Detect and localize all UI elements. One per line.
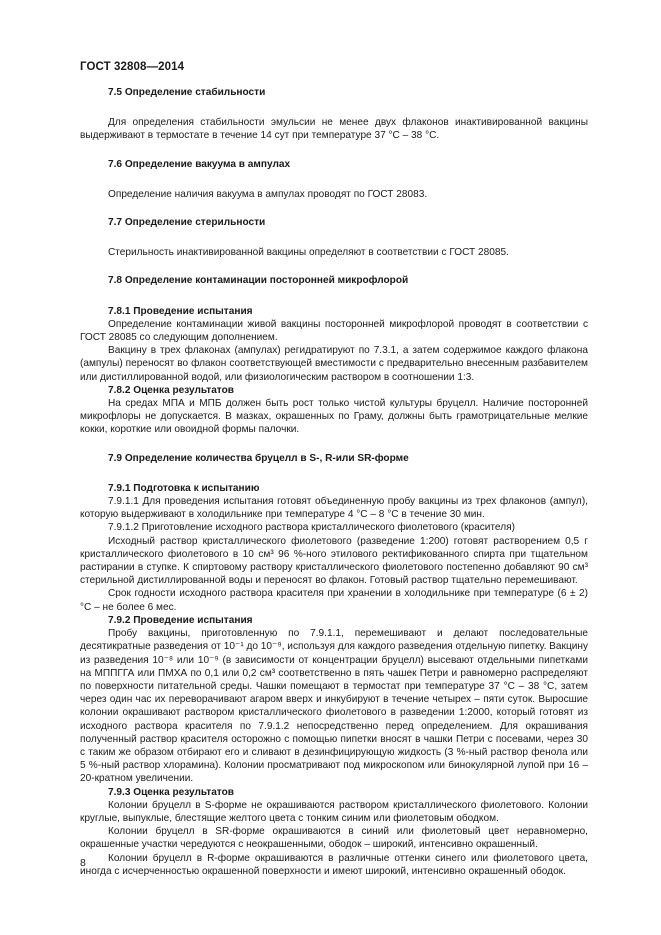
standard-header: ГОСТ 32808—2014	[80, 61, 185, 73]
sr-form-result-text: Колонии бруцелл в SR-форме окрашиваются в синий или фиолетовый цвет неравномерно, окрашенные участки чередуются с неокрашенными, ободок – широкий, интенсивно окрашенный.	[80, 826, 588, 851]
section-7-9-title: 7.9 Определение количества бруцелл в S-, R-или SR-форме	[108, 452, 409, 464]
section-7-9-2-title: 7.9.2 Проведение испытания	[108, 614, 253, 626]
page-number: 8	[80, 857, 86, 869]
section-7-5-text: Для определения стабильности эмульсии не менее двух флаконов инактивированной вакцины выдерживают в термостате в течение 14 сут при температуре 37 °С – 38 °С.	[80, 117, 588, 142]
section-7-6-title: 7.6 Определение вакуума в ампулах	[108, 158, 291, 170]
r-form-result-text: Колонии бруцелл в R-форме окрашиваются в различные оттенки синего или фиолетового цвета, иногда с исчерченностью окрашенной поверхности и имеют широкий, интенсивно окрашенный ободок.	[80, 852, 588, 877]
section-7-8-2-text: На средах МПА и МПБ должен быть рост только чистой культуры бруцелл. Наличие посторонней микрофлоры не допускается. В мазках, окрашенных по Граму, должны быть грамотрицательные мелкие кокки, короткие или овоидной формы палочки.	[80, 398, 588, 436]
section-7-7-title: 7.7 Определение стерильности	[108, 217, 266, 229]
document-body	[80, 86, 588, 878]
section-7-8-title: 7.8 Определение контаминации посторонней микрофлорой	[108, 275, 409, 287]
dye-shelf-life-text: Срок годности исходного раствора красителя при хранении в холодильнике при температуре (6 ± 2) °С – не более 6 мес.	[80, 588, 588, 613]
section-7-9-2-text: Пробу вакцины, приготовленную по 7.9.1.1, перемешивают и делают последовательные десятикратные разведения от 10⁻¹ до 10⁻⁹, используя для каждого разведения отдельную пипетку. Вакцину из разведения 10⁻⁸ или 10⁻⁹ (в зависимости от концентрации бруцелл) высевают отдельными пипетками на МППГГА или ПМХА по 0,1 или 0,2 см³ соответственно в пять чашек Петри и равномерно распределяют по поверхности питательной среды. Чашки помещают в термостат при температуре 37 °С – 38 °С, затем через один час их переворачивают агаром вверх и инкубируют в течение четырех – пяти суток. Выросшие колонии окрашивают раствором кристаллического фиолетового в разведении 1:2000, который готовят из исходного раствора красителя по 7.9.1.2 непосредственно перед определением. Для окрашивания полученный раствор красителя осторожно с помощью пипетки вносят в чашки Петри с посевами, через 30 с таким же образом отбирают его и сливают в дезинфицирующую жидкость (3 %-ный раствор фенола или 5 %-ный раствор хлорамина). Колонии просматривают под микроскопом или бинокулярной лупой при 16 – 20-кратном увеличении.	[80, 628, 588, 785]
section-7-8-2-title: 7.8.2 Оценка результатов	[108, 384, 234, 396]
section-7-9-1-title: 7.9.1 Подготовка к испытанию	[108, 482, 260, 494]
section-7-8-1-text-2: Вакцину в трех флаконах (ампулах) регидратируют по 7.3.1, а затем содержимое каждого флакона (ампулы) переносят во флакон соответствующей вместимости с предварительно внесенным разбавителем или дистиллированной водой, или физиологическим раствором в соотношении 1:3.	[80, 345, 588, 383]
section-7-7-text: Стерильность инактивированной вакцины определяют в соответствии с ГОСТ 28085.	[108, 247, 509, 259]
section-7-6-text: Определение наличия вакуума в ампулах проводят по ГОСТ 28083.	[108, 188, 428, 200]
section-7-5-title: 7.5 Определение стабильности	[108, 87, 266, 98]
section-7-8-1-title: 7.8.1 Проведение испытания	[108, 305, 253, 317]
section-7-8-1-text-1: Определение контаминации живой вакцины посторонней микрофлорой проводят в соответствии с ГОСТ 28085 со следующим дополнением.	[80, 318, 588, 344]
s-form-result-text: Колонии бруцелл в S-форме не окрашиваются раствором кристаллического фиолетового. Колонии круглые, выпуклые, блестящие желтого цвета с тонким синим или фиолетовым ободком.	[80, 799, 588, 824]
section-7-9-3-title: 7.9.3 Оценка результатов	[108, 786, 234, 798]
dye-preparation-text: Исходный раствор кристаллического фиолетового (разведение 1:200) готовят растворением 0,5 г кристаллического фиолетового в 10 см³ 96 %-ного этилового ректификованного спирта при тщательном растирании в ступке. К спиртовому раствору кристаллического фиолетового постепенно добавляют 90 см³ стерильной дистиллированной воды и переносят во флакон. Готовый раствор тщательно перемешивают.	[80, 535, 588, 587]
section-7-9-1-2-text: 7.9.1.2 Приготовление исходного раствора кристаллического фиолетового (красителя)	[108, 522, 515, 534]
section-7-9-1-1-text: 7.9.1.1 Для проведения испытания готовят объединенную пробу вакцины из трех флаконов (ампул), которую выдерживают в холодильнике при температуре 4 °С – 8 °С в течение 30 мин.	[80, 496, 588, 521]
